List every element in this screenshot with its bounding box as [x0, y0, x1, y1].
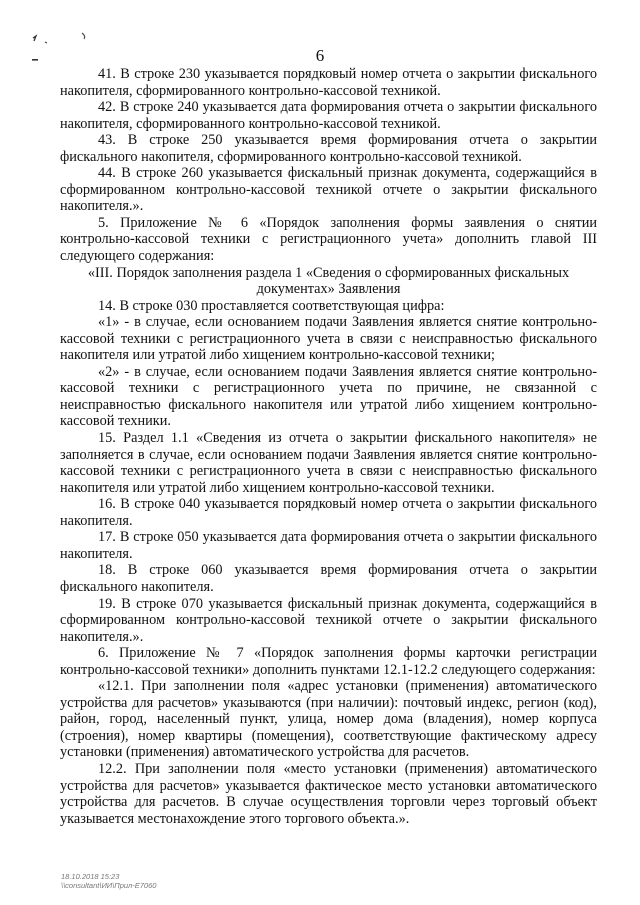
paragraph-5: 5. Приложение № 6 «Порядок заполнения формы заявления о снятии контрольно-кассовой техники с регистрационного учета» дополнить главой III следующего содержания:	[60, 214, 597, 265]
footer-timestamp: 18.10.2018 15:23	[61, 872, 120, 881]
paragraph-14-option-2: «2» - в случае, если основанием подачи Заявления является снятие контрольно-кассовой техники с регистрационного учета по причине, не связанной с неисправностью фискального накопителя или утратой либо хищением контрольно-кассовой техники.	[60, 363, 597, 430]
paragraph-18: 18. В строке 060 указывается время формирования отчета о закрытии фискального накопителя.	[60, 562, 597, 595]
paragraph-12-2: 12.2. При заполнении поля «место установки (применения) автоматического устройства для расчетов» указывается фактическое место установки автоматического устройства для расчетов. В случае осуществления торговли через торговый объект указывается местонахождение этого торгового объекта.».	[60, 760, 597, 827]
footer-file-path: \\consultant\ИИ\Прил-Е7060	[61, 881, 157, 890]
paragraph-43: 43. В строке 250 указывается время формирования отчета о закрытии фискального накопителя, сформированного контрольно-кассовой техникой.	[60, 132, 597, 165]
document-body	[60, 66, 597, 827]
paragraph-12-1: «12.1. При заполнении поля «адрес установки (применения) автоматического устройства для расчетов» указываются (при наличии): почтовый индекс, регион (код), район, город, населенный пункт, улица, номер дома (владения), номер корпуса (строения), номер квартиры (помещения), соответствующие фактическому адресу установки (применения) автоматического устройства для расчетов.	[60, 678, 597, 761]
paragraph-16: 16. В строке 040 указывается порядковый номер отчета о закрытии фискального накопителя.	[60, 496, 597, 529]
paragraph-42: 42. В строке 240 указывается дата формирования отчета о закрытии фискального накопителя, сформированного контрольно-кассовой техникой.	[60, 99, 597, 132]
scan-mark-right	[82, 33, 85, 39]
scan-mark-left-mid	[45, 42, 47, 43]
page-number: 6	[315, 46, 325, 65]
paragraph-19: 19. В строке 070 указывается фискальный признак документа, содержащийся в сформированном контрольно-кассовой техникой отчете о закрытии фискального накопителя.».	[60, 595, 597, 645]
paragraph-6: 6. Приложение № 7 «Порядок заполнения формы карточки регистрации контрольно-кассовой техники» дополнить пунктами 12.1-12.2 следующего содержания:	[60, 645, 597, 678]
section-heading: «III. Порядок заполнения раздела 1 «Сведения о сформированных фискальных документах» Заявления	[87, 264, 570, 298]
paragraph-17: 17. В строке 050 указывается дата формирования отчета о закрытии фискального накопителя.	[60, 529, 597, 562]
paragraph-14-option-1: «1» - в случае, если основанием подачи Заявления является снятие контрольно-кассовой техники с регистрационного учета в связи с неисправностью фискального накопителя или утратой либо хищением контрольно-кассовой техники;	[60, 314, 597, 364]
paragraph-15: 15. Раздел 1.1 «Сведения из отчета о закрытии фискального накопителя» не заполняется в случае, если основанием подачи Заявления является снятие контрольно-кассовой техники с регистрационного учета в связи с неисправностью фискального накопителя или утратой либо хищением контрольно-кассовой техники.	[60, 430, 597, 496]
paragraph-41: 41. В строке 230 указывается порядковый номер отчета о закрытии фискального накопителя, сформированного контрольно-кассовой техникой.	[60, 66, 597, 99]
scan-mark-left-top	[33, 36, 36, 41]
footer	[61, 872, 156, 890]
paragraph-14: 14. В строке 030 проставляется соответствующая цифра:	[98, 297, 445, 314]
paragraph-44: 44. В строке 260 указывается фискальный признак документа, содержащийся в сформированном контрольно-кассовой техникой отчете о закрытии фискального накопителя.».	[60, 165, 597, 215]
